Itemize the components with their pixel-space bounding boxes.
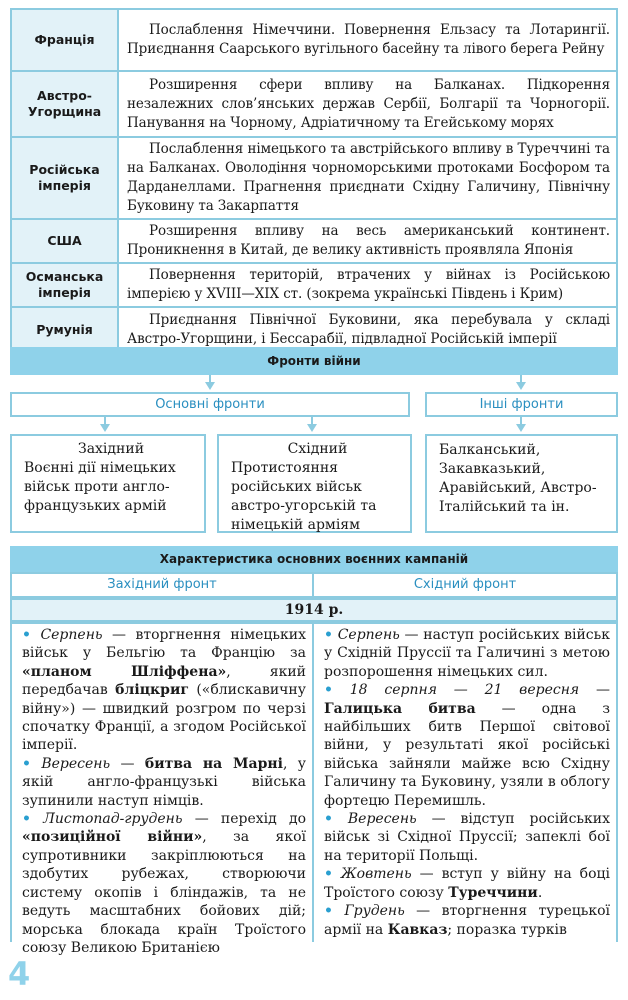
goal-cell: Розширення впливу на весь американський континент. Проникнення в Китай, де велику активність проявляла Японія xyxy=(118,219,617,263)
goal-cell: Приєднання Північної Буковини, яка перебувала у складі Австро-Угорщини, і Бессарабії, підвладної Російській імперії xyxy=(118,307,617,353)
campaign-event: • Жовтень — вступ у війну на боці Троїстого союзу Туреччини. xyxy=(324,866,610,901)
campaign-event: • Серпень — наступ російських військ у Східній Пруссії та Галичині з метою розпорошення німецьких сил. xyxy=(324,627,611,680)
front-description: Воєнні дії німецьких військ проти англо-французьких армій xyxy=(24,460,176,514)
other-fronts-box xyxy=(425,434,618,533)
bullet-icon: • xyxy=(22,627,31,643)
campaign-event: • Листопад-грудень — перехід до «позиційної війни», за якої супротивники закріплюються на здобутих рубежах, створюючи систему окопів і бліндажів, та не ведуть масштабних бойових дій; морська блокада країн Троїстого союзу Великою Британією xyxy=(22,811,307,956)
arrow-down-icon xyxy=(307,424,317,432)
country-cell: Австро-Угорщина xyxy=(11,71,118,137)
western-front-box xyxy=(10,434,206,533)
arrow-down-icon xyxy=(100,424,110,432)
table-row xyxy=(11,9,617,71)
country-cell: Османська імперія xyxy=(11,263,118,307)
front-name: Східний xyxy=(287,441,348,457)
goal-cell: Послаблення німецького та австрійського впливу в Туреччині та на Балканах. Оволодіння чорноморськими протоками Босфором та Дарданеллами. Прагнення приєднати Східну Галичину, Північну Буковину та Закарпаття xyxy=(118,137,617,219)
fronts-title: Фронти війни xyxy=(10,347,618,375)
goal-cell: Послаблення Німеччини. Повернення Ельзасу та Лотарингії. Приєднання Саарського вугільного басейну та лівого берега Рейну xyxy=(118,9,617,71)
bullet-icon: • xyxy=(22,755,31,772)
western-front-header: Західний фронт xyxy=(10,572,314,598)
year-row: 1914 р. xyxy=(10,598,618,622)
bullet-icon: • xyxy=(324,903,333,920)
front-description: Протистояння російських військ австро-угорській та німецькій арміям xyxy=(231,460,377,533)
campaign-event: • Грудень — вторгнення турецької армії на Кавказ; поразка турків xyxy=(324,903,611,938)
other-fronts-label: Інші фронти xyxy=(425,392,618,417)
campaign-event: • Вересень — битва на Марні, у якій англо-французькі війська зупинили наступ німців. xyxy=(22,755,307,809)
campaign-event: • Серпень — вторгнення німецьких військ у Бельгію та Францію за «планом Шліффена», який передбачав бліцкриг («блискавичну війну») — швидкий розгром по черзі спочатку Франції, а згодом Російської імперії. xyxy=(22,627,307,754)
table-row xyxy=(11,137,617,219)
page-number: 4 xyxy=(8,955,31,993)
country-cell: Франція xyxy=(11,9,118,71)
campaign-event: • 18 серпня — 21 вересня — Галицька битва — одна з найбільших битв Першої світової війни, у результаті якої російські війська зайняли майже всю Східну Галичину та Буковину, узяли в облогу фортецю Перемишль. xyxy=(324,682,611,809)
goal-cell: Розширення сфери впливу на Балканах. Підкорення незалежних слов’янських держав Сербії, Болгарії та Чорногорії. Панування на Чорному, Адріатичному та Егейському морях xyxy=(118,71,617,137)
goal-cell: Повернення територій, втрачених у війнах із Російською імперією у XVIII—XIX ст. (зокрема українські Південь і Крим) xyxy=(118,263,617,307)
eastern-front-box xyxy=(217,434,412,533)
war-goals-table xyxy=(10,8,618,354)
western-campaign-column xyxy=(10,622,314,956)
main-fronts-label: Основні фронти xyxy=(10,392,410,417)
bullet-icon: • xyxy=(324,627,333,643)
arrow-down-icon xyxy=(205,382,215,390)
country-cell: США xyxy=(11,219,118,263)
eastern-campaign-column xyxy=(312,622,618,942)
bullet-icon: • xyxy=(324,866,333,883)
front-name: Західний xyxy=(77,441,145,457)
table-row xyxy=(11,71,617,137)
table-row xyxy=(11,263,617,307)
eastern-front-header: Східний фронт xyxy=(312,572,618,598)
bullet-icon: • xyxy=(324,682,333,699)
campaigns-title: Характеристика основних воєнних кампаній xyxy=(10,546,618,572)
country-cell: Російська імперія xyxy=(11,137,118,219)
other-fronts-list: Балканський, Закавказький, Аравійський, Австро-Італійський та ін. xyxy=(439,442,597,515)
campaign-event: • Вересень — відступ російських військ зі Східної Пруссії; запеклі бої на території Польщі. xyxy=(324,811,611,864)
table-row xyxy=(11,219,617,263)
arrow-down-icon xyxy=(516,424,526,432)
bullet-icon: • xyxy=(22,811,31,828)
arrow-down-icon xyxy=(516,382,526,390)
country-cell: Румунія xyxy=(11,307,118,353)
bullet-icon: • xyxy=(324,811,333,828)
